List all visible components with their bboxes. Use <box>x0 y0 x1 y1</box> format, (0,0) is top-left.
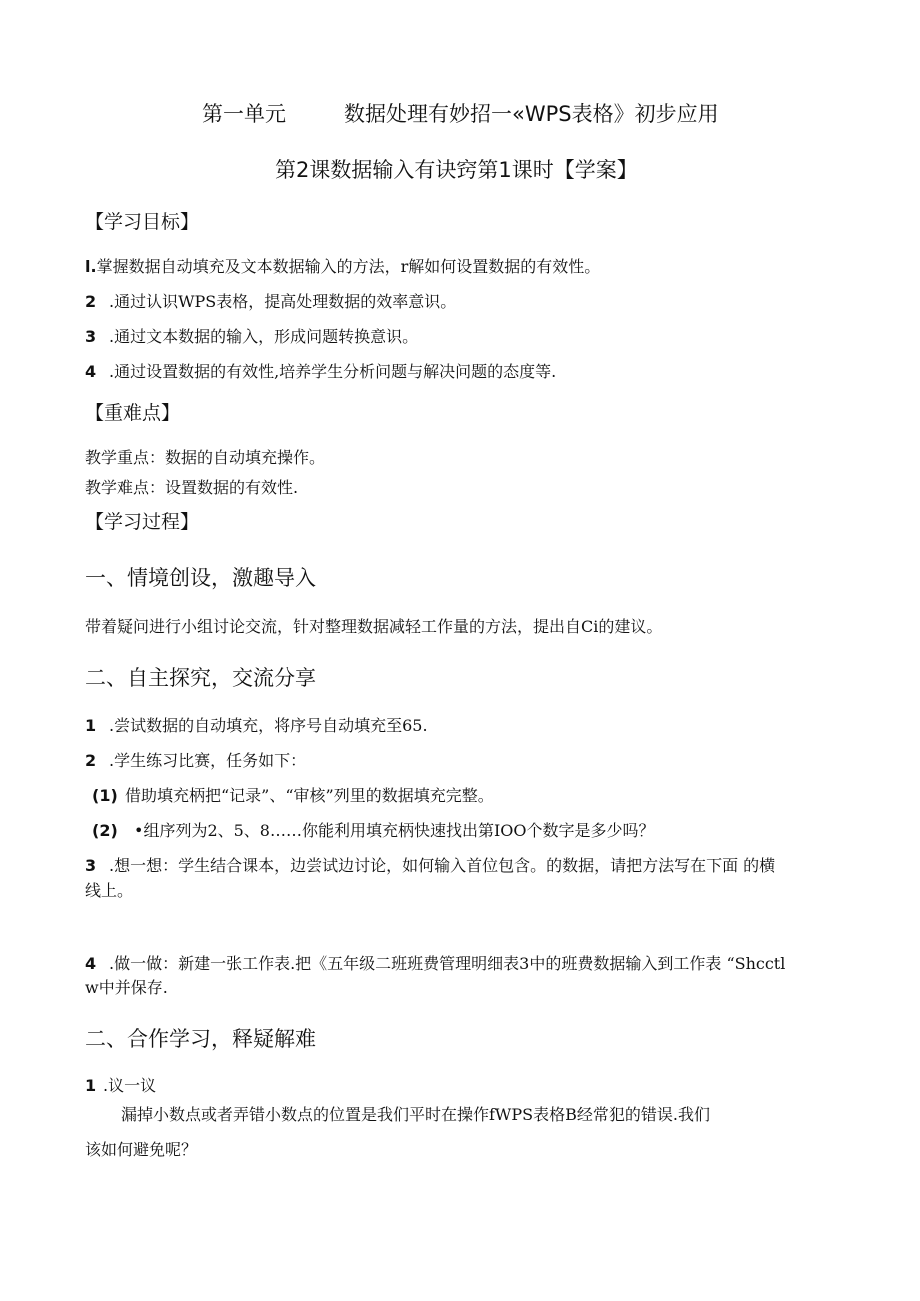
goal-text: .通过认识WPS表格，提高处理数据的效率意识。 <box>109 292 457 311</box>
item-text: .议一议 <box>103 1076 157 1095</box>
section-heading-goals: 【学习目标】 <box>85 211 200 233</box>
goal-text: 掌握数据自动填充及文本数据输入的方法，r解如何设置数据的有效性。 <box>96 257 601 276</box>
part2-item-1 <box>85 716 428 735</box>
subitem-number: (2) <box>92 821 118 840</box>
part2-subitem-1 <box>92 786 494 805</box>
goal-number: 3 <box>85 327 97 346</box>
section-heading-process: 【学习过程】 <box>85 511 200 533</box>
goal-item-2 <box>85 292 456 311</box>
part2-item-4 <box>85 954 785 973</box>
section-heading-keypoints: 【重难点】 <box>85 402 181 424</box>
goal-item-4 <box>85 362 556 381</box>
goal-text: .通过文本数据的输入，形成问题转换意识。 <box>109 327 419 346</box>
item-text: .学生练习比赛，任务如下： <box>109 751 307 770</box>
part2-item-4-continued: w中并保存. <box>85 978 168 997</box>
item-number: 3 <box>85 856 97 875</box>
item-number: 1 <box>85 716 97 735</box>
part3-paragraph-line-1: 漏掉小数点或者弄错小数点的位置是我们平时在操作fWPS表格B经常犯的错误.我们 <box>121 1105 710 1124</box>
part3-heading: 二、合作学习，释疑解难 <box>85 1027 316 1051</box>
goal-item-1 <box>85 257 600 276</box>
subitem-text: 借助填充柄把“记录”、“审核”列里的数据填充完整。 <box>125 786 494 805</box>
item-number: 2 <box>85 751 97 770</box>
item-number: 4 <box>85 954 97 973</box>
teaching-difficulty: 教学难点：设置数据的有效性. <box>85 478 299 497</box>
part3-paragraph-line-2: 该如何避免呢？ <box>85 1140 198 1159</box>
item-text: .想一想：学生结合课本，边尝试边讨论，如何输入首位包含。的数据，请把方法写在下面 的横 <box>109 856 776 875</box>
title-unit: 第一单元 <box>202 102 286 126</box>
part2-item-2 <box>85 751 306 770</box>
item-text: .尝试数据的自动填充，将序号自动填充至65. <box>109 716 428 735</box>
part2-item-3 <box>85 856 775 875</box>
part2-item-3-continued: 线上。 <box>85 881 134 900</box>
subitem-number: (1) <box>92 786 118 805</box>
subitem-text: •组序列为2、5、8……你能利用填充柄快速找出第IOO个数字是多少吗？ <box>134 821 655 840</box>
part2-heading: 二、自主探究，交流分享 <box>85 666 316 690</box>
goal-number: 4 <box>85 362 97 381</box>
item-number: 1 <box>85 1076 97 1095</box>
title-topic: 数据处理有妙招一«WPS表格》初步应用 <box>344 102 719 126</box>
goal-item-3 <box>85 327 418 346</box>
lesson-title: 第2课数据输入有诀窍第1课时【学案】 <box>275 158 638 182</box>
item-text: .做一做：新建一张工作表.把《五年级二班班费管理明细表3中的班费数据输入到工作表 “Shcctl <box>109 954 786 973</box>
goal-text: .通过设置数据的有效性,培养学生分析问题与解决问题的态度等. <box>109 362 557 381</box>
part1-text: 带着疑问进行小组讨论交流，针对整理数据减轻工作量的方法，提出自Ci的建议。 <box>85 617 663 636</box>
goal-number: 2 <box>85 292 97 311</box>
goal-number: l. <box>85 257 97 276</box>
part3-item-1 <box>85 1076 156 1095</box>
teaching-focus: 教学重点：数据的自动填充操作。 <box>85 448 326 467</box>
part2-subitem-2 <box>92 821 655 840</box>
part1-heading: 一、情境创设，激趣导入 <box>85 566 316 590</box>
